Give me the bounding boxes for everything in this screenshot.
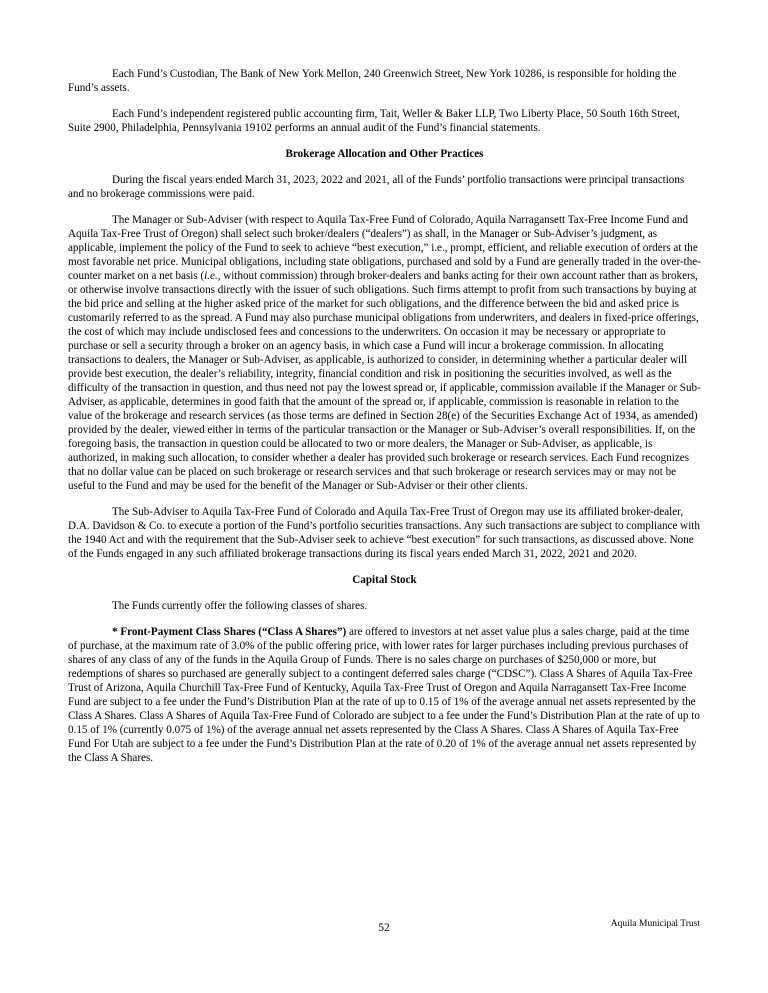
subadviser-paragraph: The Sub-Adviser to Aquila Tax-Free Fund of Colorado and Aquila Tax-Free Trust of Oregon may use its affiliated broker-dealer, D.A. Davidson & Co. to execute a portion of the Fund’s portfolio securities transactions. Any such transactions are subject to compliance with the 1940 Act and with the requirement that the Sub-Adviser seek to achieve “best execution” for such transactions, as discussed above. None of the Funds engaged in any such affiliated brokerage transactions during its fiscal years ended March 31, 2022, 2021 and 2020. xyxy=(68,506,700,560)
classes-intro-paragraph: The Funds currently offer the following classes of shares. xyxy=(112,600,368,612)
document-name: Aquila Municipal Trust xyxy=(610,919,700,929)
accountant-paragraph: Each Fund’s independent registered public accounting firm, Tait, Weller & Baker LLP, Two Liberty Place, 50 South 16th Street, Suite 2900, Philadelphia, Pennsylvania 19102 performs an annual audit of the Fund’s financial statements. xyxy=(68,108,680,134)
class-a-paragraph xyxy=(68,625,701,765)
brokerage-heading: Brokerage Allocation and Other Practices xyxy=(285,148,484,160)
capital-stock-heading: Capital Stock xyxy=(352,574,417,586)
manager-text-part1: The Manager or Sub-Adviser (with respect to Aquila Tax-Free Fund of Colorado, Aquila Narragansett Tax-Free Income Fund and Aquila Tax-Free Trust of Oregon) shall select such broker/dealers (“dealers”) as shall, in the Manager or Sub-Adviser’s judgment, as applicable, implement the policy of the Fund to seek to achieve “best execution,” i.e., prompt, efficient, and reliable execution of orders at the most favorable net price. Municipal obligations, including state obligations, purchased and sold by a Fund are generally traded in the over-the-counter market on a net basis ( xyxy=(68,214,701,282)
manager-ie: i.e. xyxy=(204,270,218,282)
manager-paragraph xyxy=(68,213,701,493)
fiscal-years-paragraph: During the fiscal years ended March 31, 2023, 2022 and 2021, all of the Funds’ portfolio transactions were principal transactions and no brokerage commissions were paid. xyxy=(68,174,685,200)
manager-text-part2: , without commission) through broker-dealers and banks acting for their own account rather than as brokers, or otherwise involve transactions directly with the issuer of such obligations. Such firms attempt to profit from such transactions by buying at the bid price and selling at the higher asked price of the market for such obligations, and the difference between the bid and asked price is customarily referred to as the spread. A Fund may also purchase municipal obligations from underwriters, and dealers in fixed-price offerings, the cost of which may include undisclosed fees and concessions to the underwriters. On occasion it may be necessary or appropriate to purchase or sell a security through a broker on an agency basis, in which case a Fund will incur a brokerage commission. In allocating transactions to dealers, the Manager or Sub-Adviser, as applicable, is authorized to consider, in determining whether a particular dealer will provide best execution, the dealer’s reliability, integrity, financial condition and risk in positioning the securities involved, as well as the difficulty of the transaction in question, and thus need not pay the lowest spread or, if applicable, commission available if the Manager or Sub-Adviser, as applicable, determines in good faith that the amount of the spread or, if applicable, commission is reasonable in relation to the value of the brokerage and research services (as those terms are defined in Section 28(e) of the Securities Exchange Act of 1934, as amended) provided by the dealer, viewed either in terms of the particular transaction or the Manager or Sub-Adviser’s overall responsibilities. If, on the foregoing basis, the transaction in question could be allocated to two or more dealers, the Manager or Sub-Adviser, as applicable, is authorized, in making such allocation, to consider whether a dealer has provided such brokerage or research services. Each Fund recognizes that no dollar value can be placed on such brokerage or research services and that such brokerage or research services may or may not be useful to the Fund and may be used for the benefit of the Manager or Sub-Adviser or their other clients. xyxy=(68,270,701,492)
custodian-paragraph: Each Fund’s Custodian, The Bank of New York Mellon, 240 Greenwich Street, New York 10286, is responsible for holding the Fund’s assets. xyxy=(68,68,677,94)
class-a-title: * Front-Payment Class Shares (“Class A Shares”) xyxy=(112,626,347,638)
page-content xyxy=(68,67,701,777)
page-number: 52 xyxy=(378,922,390,934)
class-a-text: are offered to investors at net asset value plus a sales charge, paid at the time of purchase, at the maximum rate of 3.0% of the public offering price, with lower rates for larger purchases including previous purchases of shares of any class of any of the funds in the Aquila Group of Funds. There is no sales charge on purchases of $250,000 or more, but redemptions of shares so purchased are generally subject to a contingent deferred sales charge (“CDSC”). Class A Shares of Aquila Tax-Free Trust of Arizona, Aquila Churchill Tax-Free Fund of Kentucky, Aquila Tax-Free Trust of Oregon and Aquila Narragansett Tax-Free Income Fund are subject to a fee under the Fund’s Distribution Plan at the rate of up to 0.15 of 1% of the average annual net assets represented by the Class A Shares. Class A Shares of Aquila Tax-Free Fund of Colorado are subject to a fee under the Fund’s Distribution Plan at the rate of up to 0.15 of 1% (currently 0.075 of 1%) of the average annual net assets represented by the Class A Shares. Class A Shares of Aquila Tax-Free Fund For Utah are subject to a fee under the Fund’s Distribution Plan at the rate of 0.20 of 1% of the average annual net assets represented by the Class A Shares. xyxy=(68,626,700,764)
